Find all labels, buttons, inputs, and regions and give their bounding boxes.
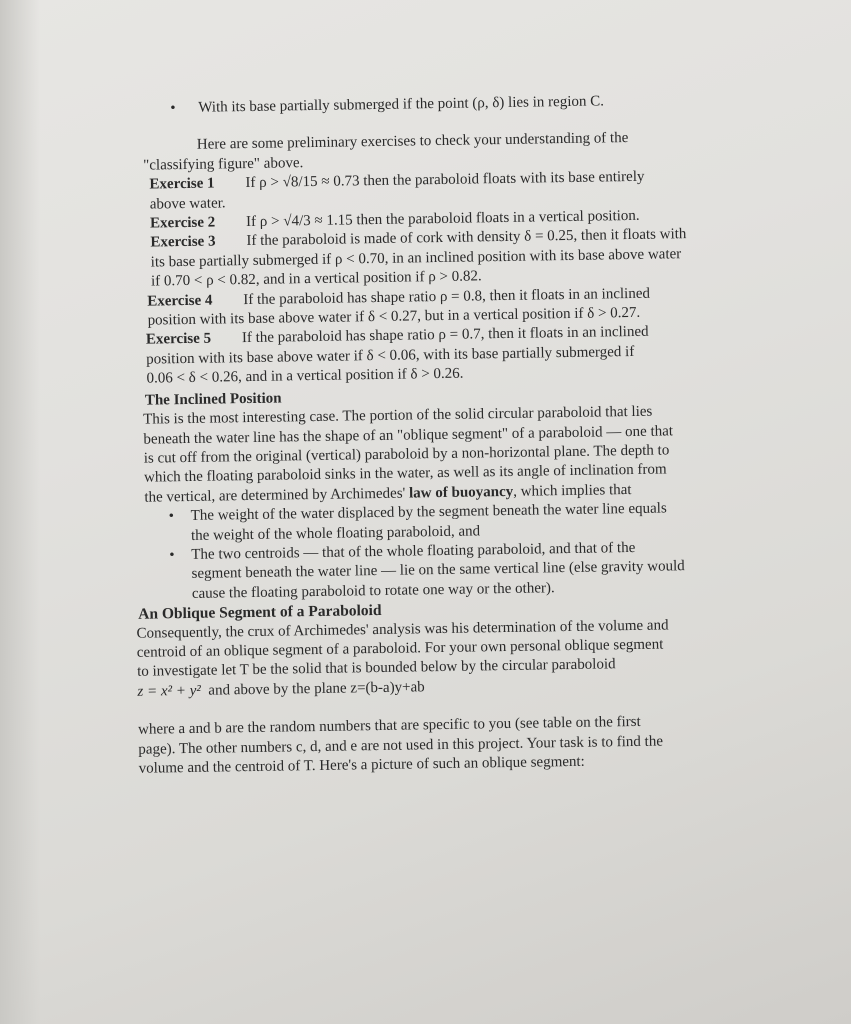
inclined-paragraph — [125, 401, 766, 508]
exercise-label: Exercise 3 — [150, 233, 216, 251]
paragraph-line: which the floating paraboloid sinks in the water, as well as its angle of inclination from — [143, 461, 667, 486]
bullet-marker: • — [169, 547, 175, 564]
bullet-text: With its base partially submerged if the point (ρ, δ) lies in region C. — [198, 93, 605, 116]
paragraph-line: This is the most interesting case. The portion of the solid circular paraboloid that lies — [143, 403, 653, 428]
exercise-text: If the paraboloid has shape ratio ρ = 0.8, then it floats in an inclined — [243, 285, 651, 308]
bullet-text: The weight of the water displaced by the segment beneath the water line equals — [190, 500, 667, 525]
paper-edge-shadow — [0, 0, 40, 1024]
paragraph-text: , which implies that — [513, 481, 632, 500]
exercise-text: 0.06 < δ < 0.26, and in a vertical position if δ > 0.26. — [146, 365, 464, 387]
section-heading-inclined: The Inclined Position — [144, 390, 282, 409]
document-page — [120, 80, 771, 779]
exercise-label: Exercise 2 — [149, 214, 216, 232]
oblique-paragraph — [128, 614, 769, 702]
exercise-5 — [124, 321, 765, 389]
intro-line: Here are some preliminary exercises to check your understanding of the — [196, 130, 629, 154]
bullet-text: segment beneath the water line — lie on the same vertical line (else gravity would — [191, 558, 685, 583]
bullet-text: The two centroids — that of the whole floating paraboloid, and that of the — [191, 539, 636, 563]
exercise-label: Exercise 1 — [149, 175, 215, 193]
exercise-text: if 0.70 < ρ < 0.82, and in a vertical position if ρ > 0.82. — [150, 268, 482, 290]
plane-equation: and above by the plane z=(b-a)y+ab — [208, 679, 425, 699]
bullet-marker: • — [168, 508, 175, 525]
exercise-text: position with its base above water if δ < 0.06, with its base partially submerged if — [146, 343, 635, 368]
paragraph-line: Consequently, the crux of Archimedes' analysis was his determination of the volume and — [136, 617, 669, 642]
paraboloid-equation: z = x² + y² — [137, 682, 201, 700]
paragraph-line: is cut off from the original (vertical) paraboloid by a non-horizontal plane. The depth to — [143, 442, 670, 467]
bullet-marker: • — [170, 100, 176, 117]
buoyancy-bullet-2 — [127, 537, 768, 605]
exercise-label: Exercise 4 — [147, 292, 213, 310]
intro-line: "classifying figure" above. — [143, 154, 304, 174]
bullet-text: cause the floating paraboloid to rotate one way or the other). — [191, 579, 555, 602]
region-c-bullet — [120, 90, 760, 119]
exercise-text: If the paraboloid has shape ratio ρ = 0.7, then it floats in an inclined — [241, 324, 649, 347]
exercise-text: If ρ > √4/3 ≈ 1.15 then the paraboloid floats in a vertical position. — [245, 207, 640, 231]
exercise-text: If ρ > √8/15 ≈ 0.73 then the paraboloid floats with its base entirely — [245, 168, 645, 192]
paragraph-line: volume and the centroid of T. Here's a picture of such an oblique segment: — [138, 753, 585, 777]
paragraph-line: to investigate let T be the solid that is bounded below by the circular paraboloid — [137, 656, 616, 681]
exercise-text: position with its base above water if δ < 0.27, but in a vertical position if δ > 0.27. — [147, 304, 641, 329]
exercise-text: If the paraboloid is made of cork with density δ = 0.25, then it floats with — [246, 226, 687, 250]
exercise-text: its base partially submerged if ρ < 0.70, in an inclined position with its base above water — [150, 246, 682, 271]
paragraph-line: beneath the water line has the shape of an "oblique segment" of a paraboloid — one that — [143, 422, 674, 448]
paragraph-text: the vertical, are determined by Archimedes' — [144, 485, 410, 506]
exercise-3 — [122, 224, 763, 292]
exercise-label: Exercise 5 — [145, 331, 212, 349]
paragraph-line: centroid of an oblique segment of a paraboloid. For your own personal oblique segment — [136, 636, 664, 661]
exercise-text: above water. — [149, 194, 226, 213]
closing-paragraph — [130, 711, 771, 779]
law-of-buoyancy-term: law of buoyancy — [408, 483, 514, 502]
bullet-text: the weight of the whole floating paraboloid, and — [190, 522, 481, 544]
paragraph-line: page). The other numbers c, d, and e are not used in this project. Your task is to find the — [138, 733, 664, 758]
section-heading-oblique: An Oblique Segment of a Paraboloid — [138, 602, 382, 623]
paragraph-line: where a and b are the random numbers that are specific to you (see table on the first — [137, 714, 641, 738]
